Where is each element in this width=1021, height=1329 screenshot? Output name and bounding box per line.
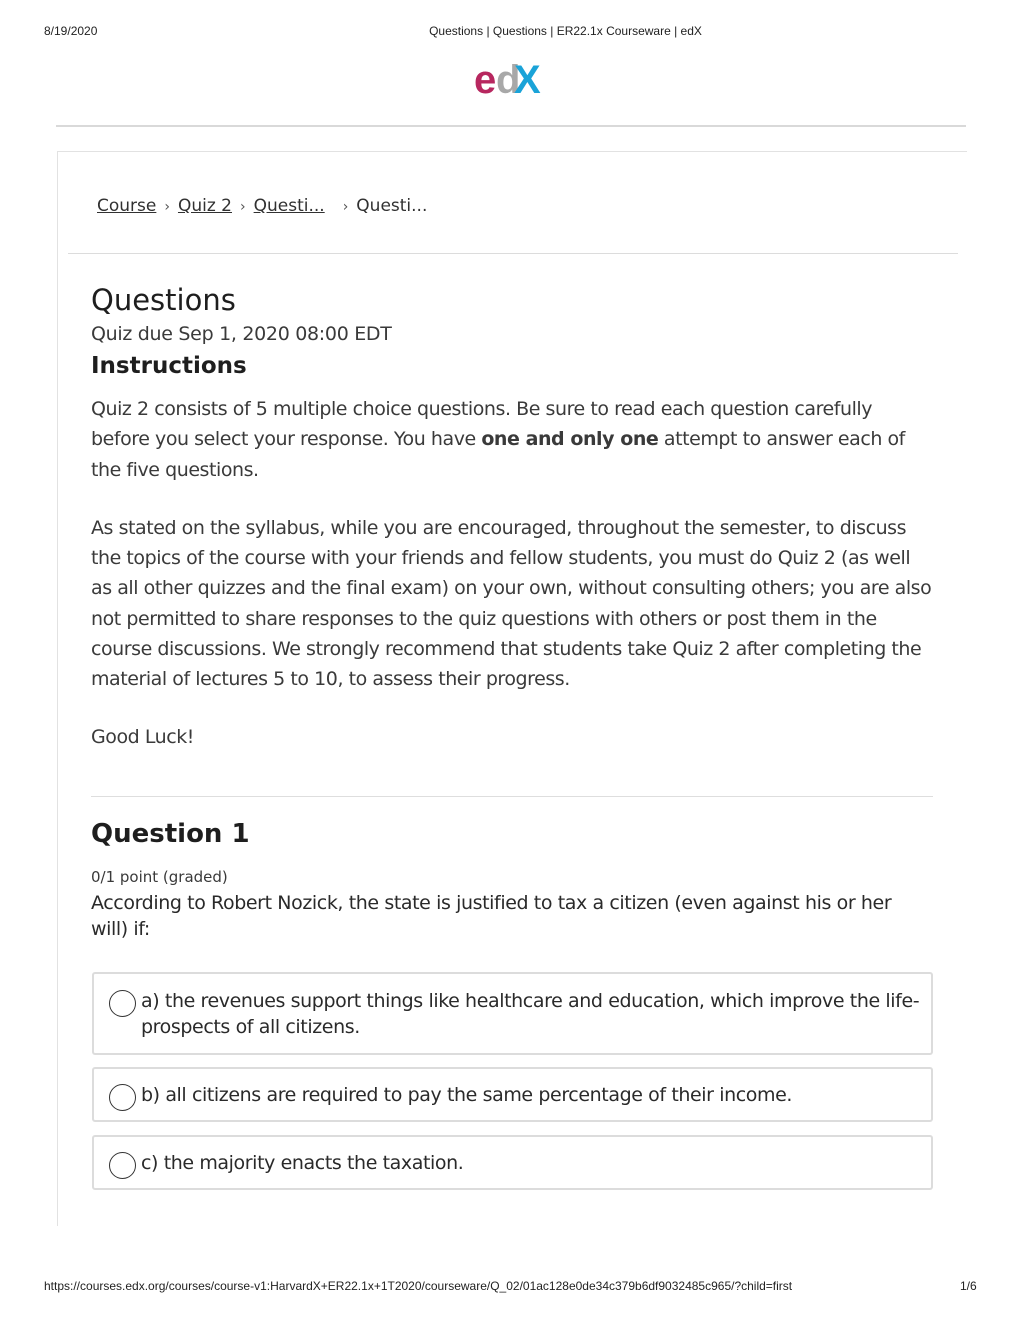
logo-letter-x: X [514,58,541,102]
page-title: Questions [91,283,236,317]
answer-option-label: a) the revenues support things like healthcare and education, which improve the life-prospects of all citizens. [141,990,920,1038]
print-page-number: 1/6 [960,1279,977,1293]
print-date: 8/19/2020 [44,24,98,38]
answer-option-a[interactable] [92,972,933,1055]
question-divider [91,796,933,797]
breadcrumb-section-link[interactable]: Questi... [253,196,325,216]
logo-letter-d: d [496,58,521,102]
radio-button-icon[interactable] [109,1084,136,1111]
good-luck-text: Good Luck! [91,725,194,748]
answer-option-b[interactable] [92,1067,933,1122]
edx-logo[interactable] [474,58,554,104]
breadcrumb-separator: › [164,199,170,215]
header-divider [56,125,966,127]
instructions-heading: Instructions [91,353,247,379]
question-text: According to Robert Nozick, the state is justified to tax a citizen (even against his or her will) if: [91,892,892,940]
breadcrumb [97,196,427,216]
logo-letter-e: e [474,58,494,102]
print-footer-url: https://courses.edx.org/courses/course-v1:HarvardX+ER22.1x+1T2020/courseware/Q_02/01ac128e0de34c379b6df9032485c965/?child=first [44,1279,793,1293]
quiz-due-date: Quiz due Sep 1, 2020 08:00 EDT [91,323,392,345]
answer-option-label: c) the majority enacts the taxation. [141,1152,464,1174]
instructions-emphasis: one and only one [481,428,659,451]
question-title: Question 1 [91,819,250,849]
instructions-paragraph-2: As stated on the syllabus, while you are encouraged, throughout the semester, to discuss the topics of the course with your friends and fellow students, you must do Quiz 2 (as well as all other quizzes and the final exam) on your own, without consulting others; you are also not permitted to share responses to the quiz questions with others or post them in the course discussions. We strongly recommend that students take Quiz 2 after completing the material of lectures 5 to 10, to assess their progress. [91,516,932,691]
breadcrumb-separator: › [342,199,349,215]
instructions-text: Quiz 2 consists of 5 multiple choice questions. Be sure to read each question carefully before you select your response. You have [91,398,873,451]
radio-button-icon[interactable] [109,1152,136,1179]
instructions-paragraph-1 [91,394,936,485]
answer-option-c[interactable] [92,1135,933,1190]
breadcrumb-course-link[interactable]: Course [97,196,157,216]
radio-button-icon[interactable] [109,990,136,1017]
breadcrumb-quiz-link[interactable]: Quiz 2 [177,196,232,216]
breadcrumb-separator: › [240,199,246,215]
breadcrumb-current: Questi... [356,196,428,216]
instructions-text: attempt to answer each of the five questions. [91,428,905,481]
answer-option-label: b) all citizens are required to pay the same percentage of their income. [141,1084,793,1106]
print-title: Questions | Questions | ER22.1x Courseware | edX [429,24,702,38]
question-points: 0/1 point (graded) [91,868,228,886]
breadcrumb-divider [68,253,958,254]
instructions-section [91,282,936,752]
